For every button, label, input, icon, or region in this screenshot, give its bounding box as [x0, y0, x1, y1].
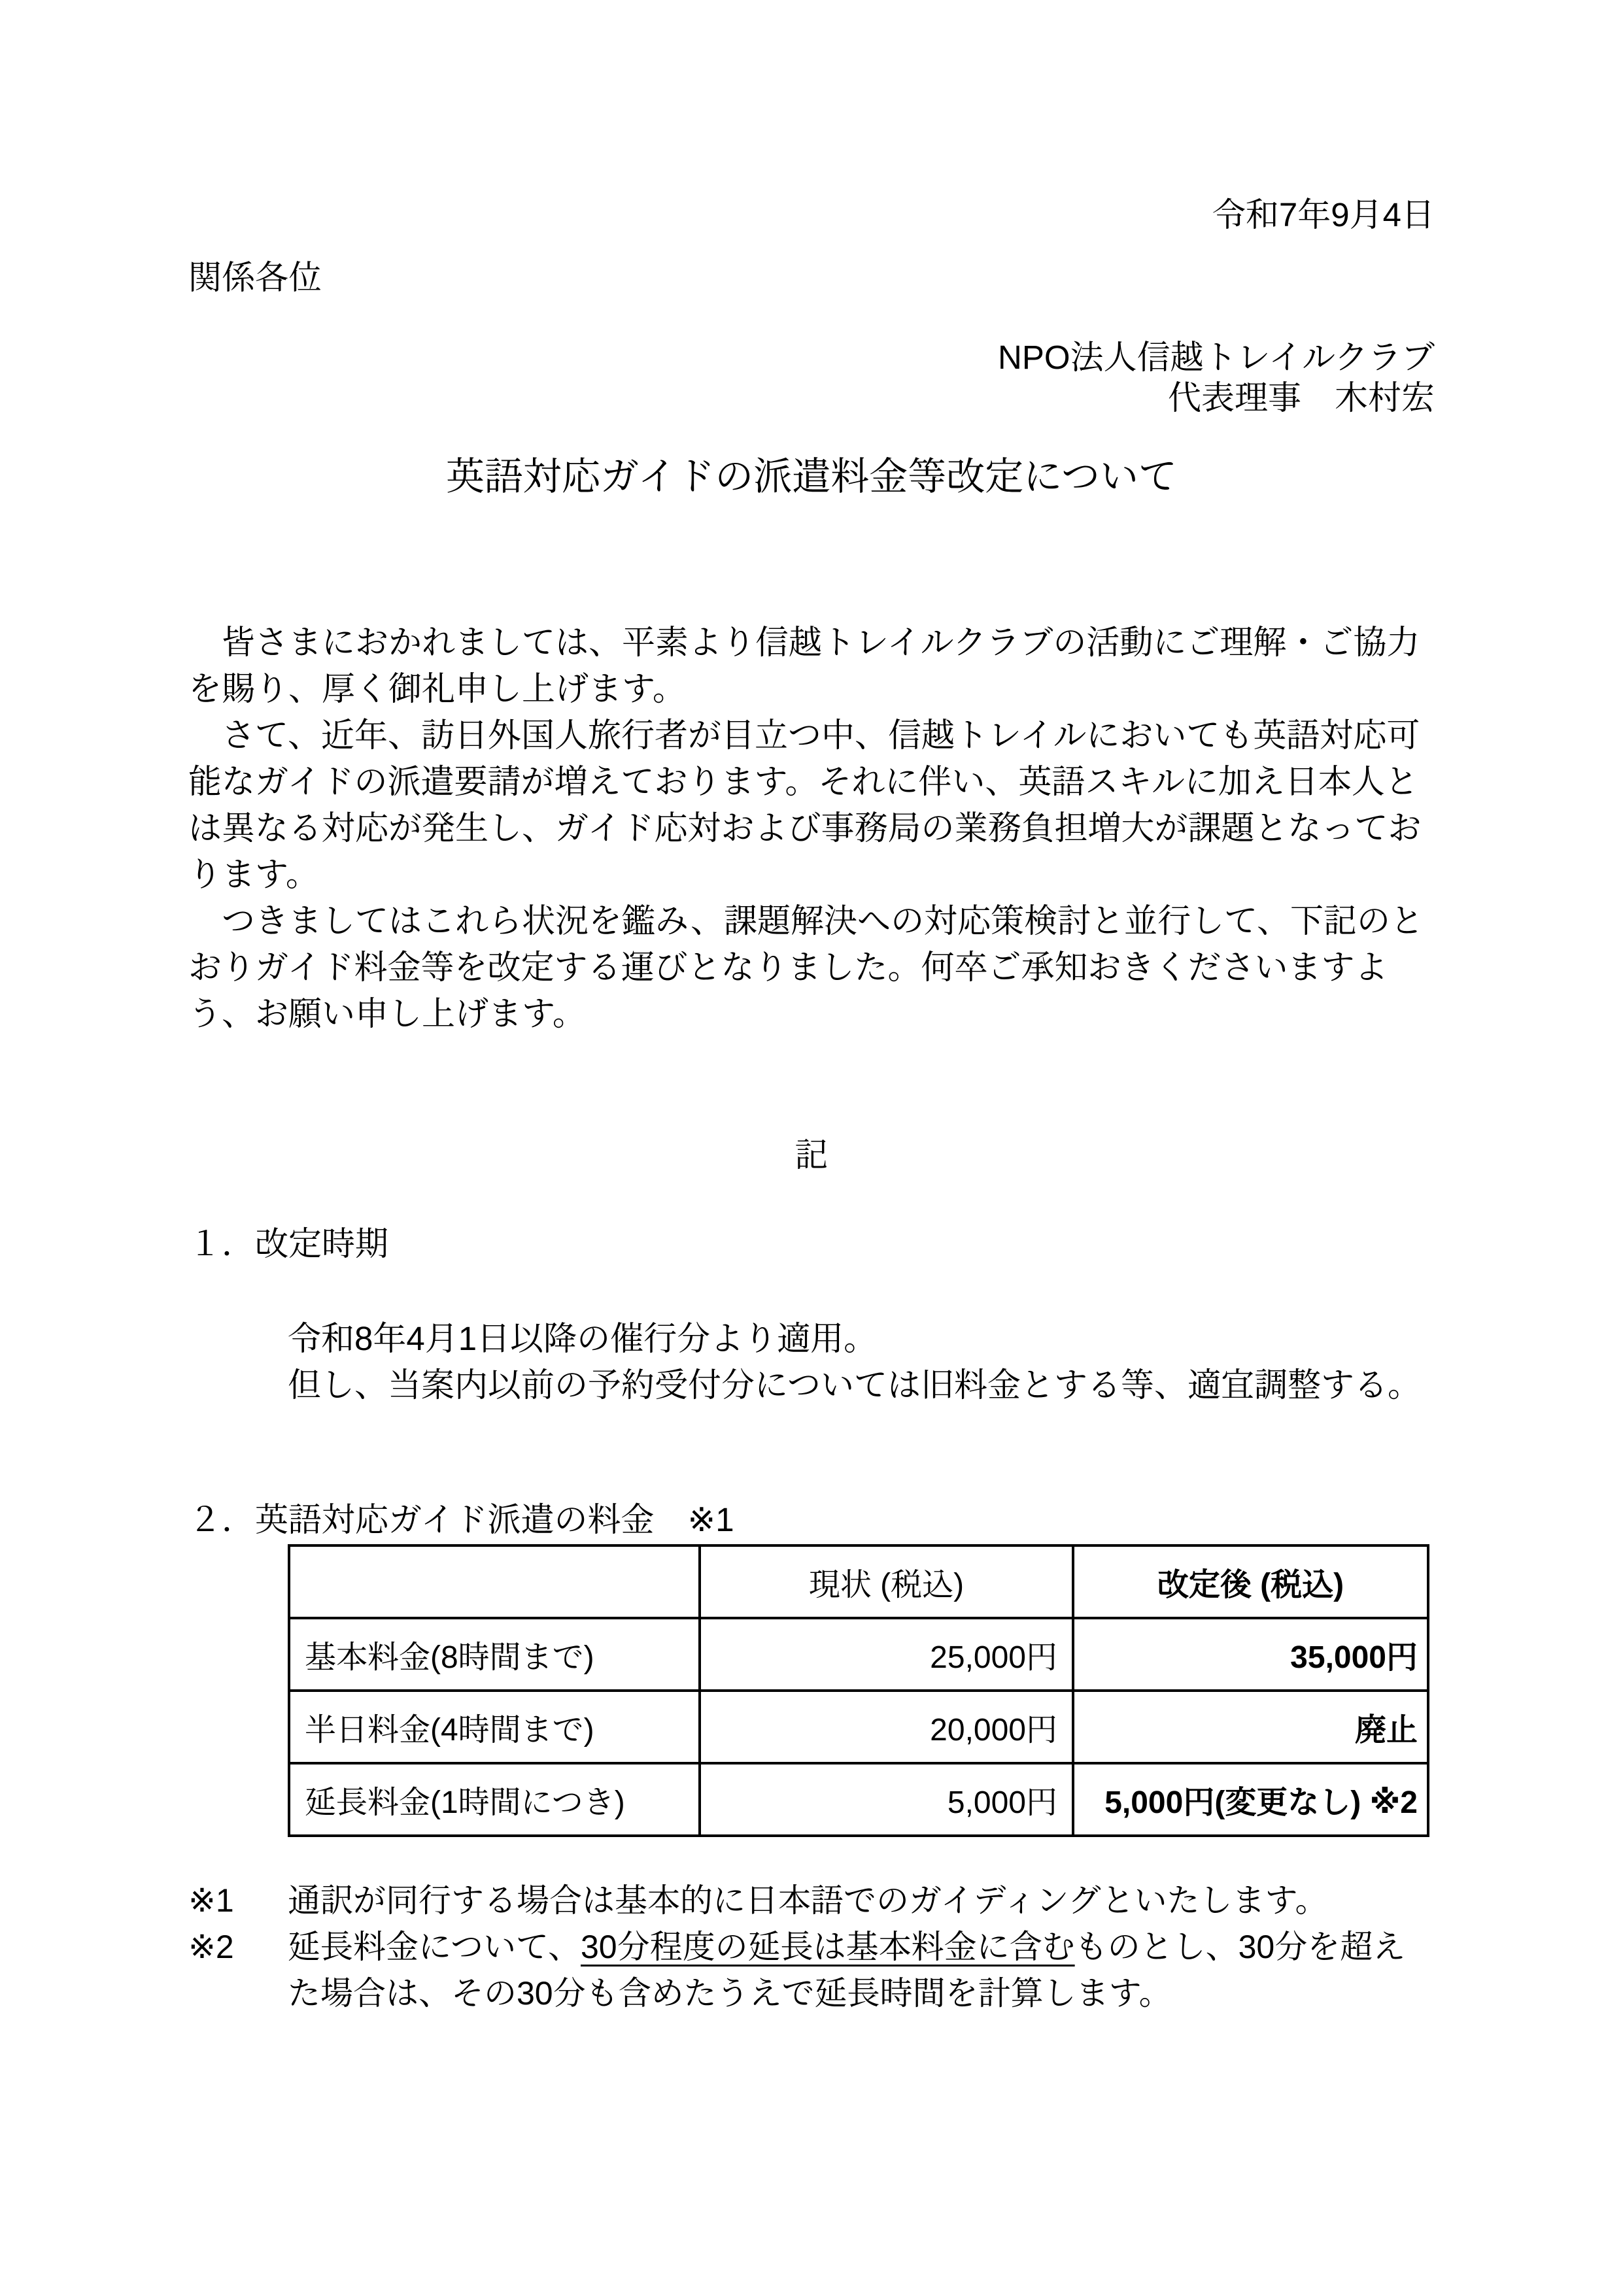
- body-paragraph-line: は異なる対応が発生し、ガイド応対および事務局の業務負担増大が課題となってお: [188, 809, 1422, 847]
- body-paragraph-line: 皆さまにおかれましては、平素より信越トレイルクラブの活動にご理解・ご協力: [188, 624, 1420, 661]
- footnote-2-text-post: ものとし、30分を超え: [1074, 1929, 1406, 1965]
- sender-representative: 代表理事 木村宏: [1167, 379, 1435, 416]
- footnote-2-text-pre: 延長料金について、: [288, 1929, 581, 1965]
- footnote-2: [188, 1924, 1435, 2017]
- body-paragraph-line: さて、近年、訪日外国人旅行者が目立つ中、信越トレイルにおいても英語対応可: [188, 717, 1420, 754]
- document-title: 英語対応ガイドの派遣料金等改定について: [445, 455, 1178, 498]
- recipient: 関係各位: [188, 259, 322, 296]
- revised-fee-cell: 35,000円: [1073, 1618, 1428, 1691]
- fee-table-row: [289, 1763, 1428, 1836]
- footnote-2-text-line2: た場合は、その30分も含めたうえで延長時間を計算します。: [288, 1975, 1172, 2012]
- footnote-1-label: ※1: [188, 1882, 234, 1919]
- current-fee-cell: 20,000円: [700, 1691, 1073, 1763]
- document-date: 令和7年9月4日: [1212, 196, 1435, 233]
- fee-item-cell: 延長料金(1時間につき): [289, 1763, 700, 1836]
- sender-block: [188, 337, 1435, 418]
- fee-table: [288, 1544, 1429, 1837]
- fee-table-header-cell: 現状 (税込): [700, 1545, 1073, 1618]
- section-1-heading: １．改定時期: [188, 1225, 389, 1262]
- section-1-body: [288, 1315, 1435, 1408]
- section-1-line: 令和8年4月1日以降の催行分より適用。: [288, 1320, 878, 1357]
- body-paragraph-line: を賜り、厚く御礼申し上げます。: [188, 670, 686, 707]
- revised-fee-cell: 5,000円(変更なし) ※2: [1073, 1763, 1428, 1836]
- body-paragraph-line: う、お願い申し上げます。: [188, 995, 586, 1032]
- fee-table-row: [289, 1691, 1428, 1763]
- current-fee-cell: 5,000円: [700, 1763, 1073, 1836]
- current-fee-cell: 25,000円: [700, 1618, 1073, 1691]
- section-2-heading: ２．英語対応ガイド派遣の料金 ※1: [188, 1501, 734, 1538]
- fee-table-header-cell: 改定後 (税込): [1073, 1545, 1428, 1618]
- fee-item-cell: 半日料金(4時間まで): [289, 1691, 700, 1763]
- body-paragraph-line: つきましてはこれら状況を鑑み、課題解決への対応策検討と並行して、下記のと: [188, 902, 1424, 939]
- revised-fee-cell: 廃止: [1073, 1691, 1428, 1763]
- footnote-2-text: [288, 1924, 1435, 2017]
- footnotes: [188, 1878, 1435, 2017]
- fee-item-cell: 基本料金(8時間まで): [289, 1618, 700, 1691]
- footnote-2-label: ※2: [188, 1929, 234, 1965]
- fee-table-header-cell: [289, 1545, 700, 1618]
- footnote-2-underlined-phrase: 30分程度の延長は基本料金に含む: [581, 1929, 1075, 1965]
- fee-table-header-row: [289, 1545, 1428, 1618]
- body-paragraph-line: おりガイド料金等を改定する運びとなりました。何卒ご承知おきくださいますよ: [188, 949, 1388, 986]
- record-marker: 記: [794, 1136, 829, 1173]
- fee-table-row: [289, 1618, 1428, 1691]
- footnote-1-text: 通訳が同行する場合は基本的に日本語でのガイディングといたします。: [288, 1882, 1328, 1919]
- body-text: [188, 619, 1435, 1037]
- sender-organization: NPO法人信越トレイルクラブ: [998, 339, 1435, 376]
- section-1-line: 但し、当案内以前の予約受付分については旧料金とする等、適宜調整する。: [288, 1366, 1421, 1404]
- body-paragraph-line: 能なガイドの派遣要請が増えております。それに伴い、英語スキルに加え日本人と: [188, 763, 1418, 800]
- footnote-1: [188, 1878, 1435, 1924]
- body-paragraph-line: ります。: [188, 856, 319, 893]
